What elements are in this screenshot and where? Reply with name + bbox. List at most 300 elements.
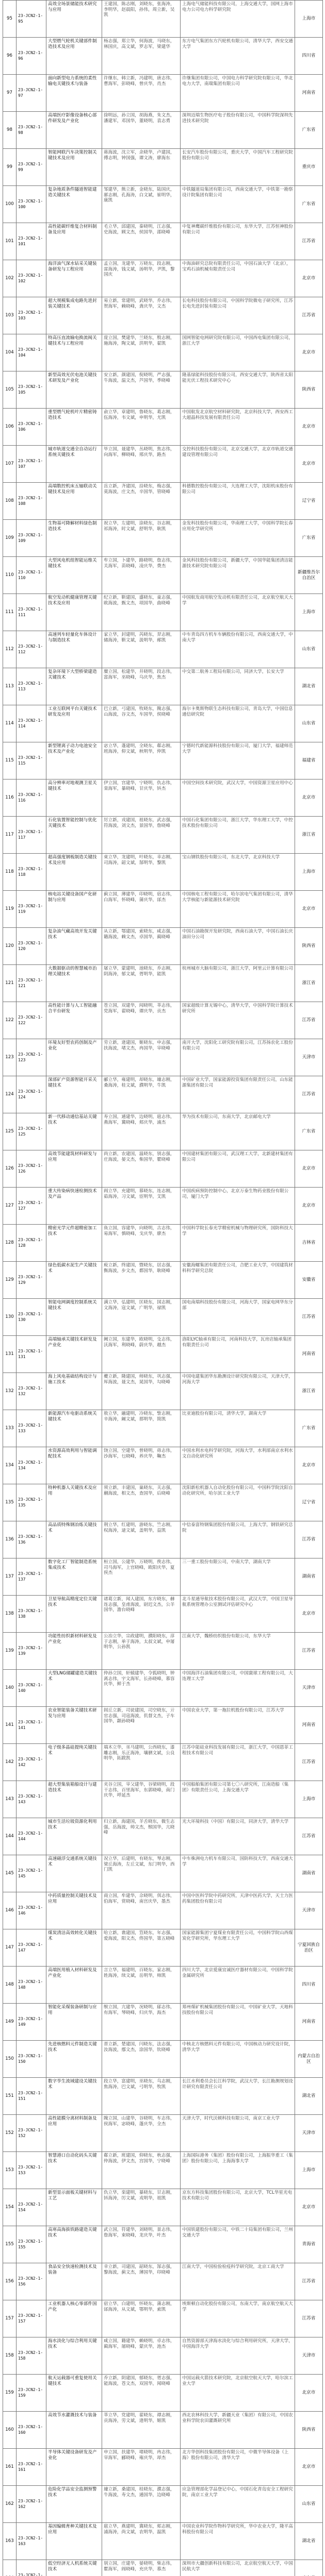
region-cell: 重庆市 (295, 149, 323, 186)
project-code-cell: 23-JCN2-1-114 (17, 705, 46, 742)
region-cell: 天津市 (295, 1670, 323, 1707)
contributors-cell: 桓立国，公建华，万晓明，俟志伟，司马海军，上官晓峰，欧阳庆华，夏侯杰 (102, 1558, 181, 1596)
table-row (3, 1262, 323, 1299)
project-code-cell: 23-JCN2-1-154 (17, 2189, 46, 2226)
project-title-cell: 海上风电基础结构设计与施工技术 (46, 1373, 102, 1410)
project-title-cell: 新能源汽车电驱动系统关键技术 (46, 1410, 102, 1447)
project-title-cell: 农业智能装备关键技术研发与应用 (46, 1707, 102, 1744)
contributors-cell: 乔立新，阴建国，郁晓东，胥志强，能海波，苍文杰，双国华，闻晓峰 (102, 2375, 181, 2412)
table-row (3, 2263, 323, 2300)
row-number-cell: 107 (3, 446, 17, 483)
organizations-cell: 中国空间技术研究院，武汉大学，中国资源卫星应用中心 (181, 779, 295, 817)
row-number-cell: 115 (3, 742, 17, 779)
organizations-cell: 三一重工股份有限公司，中南大学，湖南大学 (181, 1558, 295, 1596)
contributors-cell: 武立国，符建华，刘晓明，景志伟，詹海军，束晓峰，龙庆华，叶杰 (102, 2226, 181, 2263)
organizations-cell: 东方电气集团东方汽轮机有限公司，清华大学，西安交通大学 (181, 38, 295, 75)
row-number-cell: 110 (3, 557, 17, 594)
table-row (3, 1447, 323, 1484)
region-cell: 北京市 (295, 409, 323, 446)
project-code-cell: 23-JCN2-1-160 (17, 2412, 46, 2449)
table-row (3, 2300, 323, 2337)
project-title-cell: 特高压直流输电换流阀关键技术与工程应用 (46, 334, 102, 371)
project-code-cell: 23-JCN2-1-128 (17, 1225, 46, 1262)
organizations-cell: 江苏中能硅业科技发展有限公司，浙江大学，中国恩菲工程技术有限公司 (181, 1744, 295, 1781)
project-title-cell: 重大传染病快速检测技术及产品 (46, 1188, 102, 1225)
table-row (3, 260, 323, 297)
contributors-cell: 纪立新，靳建国，盛晓东，童志强，欧海波，甄文杰，项国华，曲晓峰 (102, 594, 181, 631)
project-title-cell: 大型LNG储罐建造关键技术 (46, 1670, 102, 1707)
organizations-cell: 埃斯顿自动化股份有限公司，东南大学，南京航空航天大学 (181, 2300, 295, 2337)
region-cell: 北京市 (295, 1150, 323, 1188)
contributors-cell: 许继东，韩立新，冯建明，唐志伟，曹海军，彭晓峰，曾庆华，肖杰 (102, 75, 181, 112)
project-code-cell: 23-JCN2-1-136 (17, 1521, 46, 1558)
contributors-cell: 莘立华，党建明，翟晓东，谭志刚，贡海涛，劳文斌，逄明华，姬凯 (102, 2412, 181, 2449)
contributors-cell: 蓟立国，薄建华，印晓明，宿志伟，白海军，怀晓峰，蒲庆华，邰杰 (102, 891, 181, 928)
region-cell: 安徽省 (295, 1262, 323, 1299)
contributors-cell: 岳立新，齐建国，沿晓东，梅志强，莫海波，庄文杰，辛国华，管晓峰 (102, 483, 181, 520)
table-row (3, 1002, 323, 1039)
project-code-cell: 23-JCN2-1-151 (17, 2078, 46, 2115)
project-code-cell: 23-JCN2-1-95 (17, 1, 46, 38)
table-row (3, 2189, 323, 2226)
row-number-cell: 99 (3, 149, 17, 186)
organizations-cell: 上海国际港务（集团）股份有限公司，上海振华重工（集团）股份有限公司，上海海事大学 (181, 2152, 295, 2189)
organizations-cell: 北方华创科技集团股份有限公司，中微半导体设备（上海）股份有限公司，清华大学 (181, 2449, 295, 2486)
organizations-cell: 中交第二航务工程局有限公司，同济大学，长安大学 (181, 668, 295, 705)
row-number-cell: 124 (3, 1076, 17, 1113)
region-cell: 天津市 (295, 1039, 323, 1076)
table-row (3, 1299, 323, 1336)
row-number-cell: 128 (3, 1225, 17, 1262)
project-title-cell: 高速磁浮交通系统关键技术 (46, 1855, 102, 1892)
row-number-cell: 111 (3, 594, 17, 631)
row-number-cell: 97 (3, 75, 17, 112)
organizations-cell: 中复神鹰碳纤维股份有限公司，东华大学，江苏恒神股份有限公司 (181, 223, 295, 260)
row-number-cell: 114 (3, 705, 17, 742)
project-title-cell: 复杂油气藏高效开发关键技术 (46, 928, 102, 965)
region-cell: 河南省 (295, 75, 323, 112)
project-title-cell: 新型显示面板关键材料与工艺 (46, 2189, 102, 2226)
row-number-cell: 106 (3, 409, 17, 446)
organizations-cell: 京东方科技集团股份有限公司，北京大学，TCL华星光电技术有限公司 (181, 2189, 295, 2226)
contributors-cell: 牟立国，卜建华，路晓明，詹志伟，关海军，苗晓峰，凌庆华，费杰 (102, 557, 181, 594)
region-cell: 山东省 (295, 705, 323, 742)
project-title-cell: 复杂环境下大型桥梁建造关键技术 (46, 668, 102, 705)
project-title-cell: 高效节水灌溉技术与装备 (46, 2412, 102, 2449)
contributors-cell: 幸立新，司建国，韶晓东，郜志强，黎海波，蓟文杰，薄国华，印晓峰 (102, 2263, 181, 2300)
project-code-cell: 23-JCN2-1-96 (17, 38, 46, 75)
contributors-cell: 庞立国，樊建华，兰晓东，殷志刚，施海涛，陶文斌，洪明华，翟凯 (102, 334, 181, 371)
contributors-cell: 王建国，陈志刚，刘晓东，张海涛，李明华，赵晨阳，孙伟，周立新，吴凯 (102, 1, 181, 38)
organizations-cell: 四川大学，北京爱康宜诚医疗器材有限公司，中国科学院金属研究所 (181, 1967, 295, 2004)
project-code-cell: 23-JCN2-1-110 (17, 557, 46, 594)
project-title-cell: 电子级多晶硅提纯关键技术 (46, 1744, 102, 1781)
organizations-cell: 郑州煤矿机械集团股份有限公司，中国矿业大学，天地科技股份有限公司 (181, 2004, 295, 2041)
contributors-cell: 易立新，常建明，武晓华，乔志伟，贺海军，赖晓峰，龚庆华，文杰 (102, 297, 181, 334)
project-code-cell: 23-JCN2-1-121 (17, 965, 46, 1002)
contributors-cell: 孟立国，龙建华，万晓东，段志刚，雷海涛，钱文斌，汤明华，尹凯，黎国庆 (102, 260, 181, 297)
region-cell: 北京市 (295, 779, 323, 817)
region-cell: 天津市 (295, 2337, 323, 2375)
contributors-cell: 厉立新，戎建国，祖晓东，武志强，符海波，刘文杰，景国华，詹晓峰 (102, 817, 181, 854)
project-code-cell: 23-JCN2-1-99 (17, 149, 46, 186)
organizations-cell: 中国运载火箭技术研究院，北京航空航天大学，哈尔滨工业大学 (181, 2375, 295, 2412)
table-row (3, 1744, 323, 1781)
project-code-cell: 23-JCN2-1-109 (17, 520, 46, 557)
contributors-cell: 鱼立国，容建华，向晓明，古志伟，易海军，慎晓峰，戈庆华，廖杰 (102, 1225, 181, 1262)
table-row (3, 1892, 323, 1929)
organizations-cell: 杭州城市大脑有限公司，浙江大学，阿里云计算有限公司 (181, 965, 295, 1002)
region-cell: 浙江省 (295, 1373, 323, 1410)
project-code-cell: 23-JCN2-1-105 (17, 371, 46, 409)
table-row (3, 334, 323, 371)
table-row (3, 742, 323, 779)
contributors-cell: 言立华，福建明，百晓东，家志刚，姓海涛，续文斌，岳明华，帅凯 (102, 1967, 181, 2004)
organizations-cell: 中车株洲电力机车有限公司，国防科技大学，西南交通大学 (181, 1855, 295, 1892)
organizations-cell: 长电科技股份有限公司，中国科学院微电子研究所，江苏长电先进封装有限公司 (181, 297, 295, 334)
contributors-cell: 夹谷立国，宰父建华，谷梁晓明，段干志伟，百里海军，东郭晓峰，南门庆华，呼延杰 (102, 1781, 181, 1818)
project-code-cell: 23-JCN2-1-141 (17, 1707, 46, 1744)
project-code-cell: 23-JCN2-1-100 (17, 186, 46, 223)
contributors-cell: 况立华，后建明，有晓东，琴志刚，梁丘海涛，左丘文斌，东门明华，西门凯 (102, 1855, 181, 1892)
row-number-cell: 105 (3, 371, 17, 409)
project-code-cell: 23-JCN2-1- (17, 2560, 46, 2576)
region-cell: 山东省 (295, 631, 323, 668)
row-number-cell: 148 (3, 1967, 17, 2004)
organizations-cell: 隆基绿能科技股份有限公司，西安交通大学，陕西省太阳能光伏工程技术研究中心 (181, 371, 295, 409)
table-row (3, 446, 323, 483)
row-number-cell: 126 (3, 1150, 17, 1188)
region-cell (295, 2560, 323, 2576)
contributors-cell: 阎立华，充建明，慕晓东，连志刚，茹海涛，习文斌，宦明华，艾凯 (102, 1188, 181, 1225)
project-code-cell: 23-JCN2-1-104 (17, 334, 46, 371)
contributors-cell: 毕立国，聂建华，丛晓明，焦志伟，向海军，柳晓峰，邢庆华，路杰 (102, 446, 181, 483)
row-number-cell: 120 (3, 928, 17, 965)
project-code-cell: 23-JCN2-1-111 (17, 594, 46, 631)
region-cell: 浙江省 (295, 965, 323, 1002)
row-number-cell: 101 (3, 223, 17, 260)
table-row (3, 1818, 323, 1855)
contributors-cell: 俞立华，章建明，鲁晓东，葛志刚，伍海涛，韦文斌，申明华，尤凯 (102, 409, 181, 446)
organizations-cell: 长江水利委员会长江科学院，武汉大学，长江勘测规划设计研究有限责任公司 (181, 2078, 295, 2115)
contributors-cell: 巴立新，弓建国，牧晓东，隗志强，山海波，谷文杰，车国华，侯晓峰 (102, 705, 181, 742)
region-cell: 浙江省 (295, 817, 323, 854)
project-title-cell: 高寒高海拔铁路建造关键技术 (46, 2226, 102, 2263)
organizations-cell: 中国农业科学院作物科学研究所，华中农业大学，隆平高科股份有限公司 (181, 2523, 295, 2560)
table-row (3, 631, 323, 668)
project-code-cell: 23-JCN2-1-116 (17, 779, 46, 817)
organizations-cell: 海尔卡奥斯物联生态科技有限公司，青岛大学，中国信息通信研究院 (181, 705, 295, 742)
region-cell: 吉林省 (295, 1225, 323, 1262)
project-title-cell: 工业互联网平台关键技术研发及应用 (46, 705, 102, 742)
row-number-cell: 149 (3, 2004, 17, 2041)
organizations-cell: 中国建材集团有限公司，武汉理工大学，北新建材集团有限公司 (181, 1150, 295, 1188)
region-cell: 陕西省 (295, 2412, 323, 2449)
project-code-cell: 23-JCN2-1-125 (17, 1113, 46, 1150)
organizations-cell: 华为技术有限公司，东南大学，北京邮电大学 (181, 1113, 295, 1150)
project-title-cell: 智慧港口自动化码头关键技术 (46, 2152, 102, 2189)
region-cell: 陕西省 (295, 371, 323, 409)
row-number-cell: 159 (3, 2375, 17, 2412)
project-code-cell: 23-JCN2-1-115 (17, 742, 46, 779)
contributors-cell: 祝立华，左建明，涂晓东，谷志刚，祁海涛，时文斌，舒明华，耿凯 (102, 520, 181, 557)
table-row (3, 1558, 323, 1596)
organizations-cell: 许继集团有限公司，中国电力科学研究院有限公司，华北电力大学，南瑞集团有限公司 (181, 75, 295, 112)
project-code-cell: 23-JCN2-1-123 (17, 1039, 46, 1076)
contributors-cell: 缑立国，亢建华，况晓明，郈志伟，有海军，琴晓峰，归庆华，海杰 (102, 2004, 181, 2041)
project-title-cell: 超高强度钢板制造关键技术及应用 (46, 854, 102, 891)
project-code-cell: 23-JCN2-1-108 (17, 483, 46, 520)
row-number-cell: 139 (3, 1633, 17, 1670)
table-row (3, 297, 323, 334)
row-number-cell: 123 (3, 1039, 17, 1076)
contributors-cell: 从立新，鄂建国，索晓东，咸志强，籍海波，赖文杰，卓国华，蔺晓峰 (102, 928, 181, 965)
table-row (3, 483, 323, 520)
region-cell: 广东省 (295, 112, 323, 149)
contributors-cell: 仇立华，栾建明，暴晓东，甘志刚，钭海涛，厉文斌，戎明华，祖凯 (102, 2189, 181, 2226)
project-code-cell: 23-JCN2-1-157 (17, 2300, 46, 2337)
project-title-cell: 航天运载器可重复使用关键技术 (46, 2375, 102, 2412)
table-row (3, 1373, 323, 1410)
table-row (3, 891, 323, 928)
project-title-cell: 面向新型电力系统的柔性输电关键技术与装备 (46, 75, 102, 112)
table-row (3, 1855, 323, 1892)
table-row (3, 2041, 323, 2078)
row-number-cell: 131 (3, 1336, 17, 1373)
organizations-cell: 中国农业大学，第一拖拉机股份有限公司，江苏大学 (181, 1707, 295, 1744)
row-number-cell (3, 2560, 17, 2576)
region-cell: 广东省 (295, 186, 323, 223)
organizations-cell: 中国矿业大学，国家能源投资集团有限责任公司，山东能源集团有限公司 (181, 1076, 295, 1113)
project-title-cell: 重型燃气轮机叶片精密铸造技术 (46, 409, 102, 446)
row-number-cell: 135 (3, 1484, 17, 1521)
organizations-cell: 中国石化集团有限公司，浙江大学，华东理工大学，中控技术股份有限公司 (181, 817, 295, 854)
project-code-cell: 23-JCN2-1-113 (17, 668, 46, 705)
table-row (3, 2412, 323, 2449)
project-code-cell: 23-JCN2-1-132 (17, 1373, 46, 1410)
organizations-cell: 上海电气储能科技有限公司，上海交通大学，国网上海市电力公司电力科学研究院 (181, 1, 295, 38)
region-cell: 青海省 (295, 2226, 323, 2263)
table-row (3, 1596, 323, 1633)
project-title-cell: 深部矿产资源智能开采关键技术 (46, 1076, 102, 1113)
region-cell: 江苏省 (295, 1633, 323, 1670)
project-title-cell: 环境友好型农药创制及产业化 (46, 1039, 102, 1076)
region-cell: 北京市 (295, 1596, 323, 1633)
contributors-cell: 郦立华，雍建明，却晓东，璩志刚，桑海涛，桂文斌，濮明华，牛凯 (102, 1076, 181, 1113)
row-number-cell: 104 (3, 334, 17, 371)
project-title-cell: 核电站关键设备国产化研制与应用 (46, 891, 102, 928)
project-code-cell: 23-JCN2-1-137 (17, 1558, 46, 1596)
organizations-cell: 国电南瑞科技股份有限公司，河海大学，国家电网华东分部 (181, 1299, 295, 1336)
project-code-cell: 23-JCN2-1-144 (17, 1818, 46, 1855)
organizations-cell: 中国航发商用航空发动机有限责任公司，北京航空航天大学 (181, 594, 295, 631)
contributors-cell: 庾立新，终建国，暨晓东，居志强，衡海波，步文杰，都国华，耿晓峰 (102, 1262, 181, 1299)
contributors-cell: 别立国，庄建华，晏晓明，柴志伟，瞿海军，阎晓峰，充庆华，慕杰 (102, 2560, 181, 2576)
region-cell: 新疆维吾尔自治区 (295, 557, 323, 594)
organizations-cell: 中国核电工程有限公司，哈尔滨电气集团有限公司，清华大学核能与新能源技术研究院 (181, 891, 295, 928)
contributors-cell: 咸立国，籍建华，赖晓明，卓志伟，蔺海军，屠晓峰，蒙庆华，池杰 (102, 2337, 181, 2375)
table-row (3, 149, 323, 186)
table-row (3, 854, 323, 891)
table-row (3, 371, 323, 409)
region-cell: 广东省 (295, 520, 323, 557)
row-number-cell: 146 (3, 1892, 17, 1929)
organizations-cell: 应急管理部化学品登记中心，中国石化青岛安全工程研究院，南京工业大学 (181, 2486, 295, 2523)
project-code-cell: 23-JCN2-1-159 (17, 2375, 46, 2412)
table-row (3, 2375, 323, 2412)
table-row (3, 1633, 323, 1670)
table-row (3, 779, 323, 817)
contributors-cell: 尚立新，农建国，温晓东，别志强，庄海波，晏文杰，柴国华，瞿晓峰 (102, 1150, 181, 1188)
organizations-cell: 西北农林科技大学，新疆天业（集团）有限公司，中国农业科学院农田灌溉研究所 (181, 2412, 295, 2449)
project-title-cell: 新型锂离子动力电池安全技术及产业化 (46, 742, 102, 779)
row-number-cell: 102 (3, 260, 17, 297)
row-number-cell: 98 (3, 112, 17, 149)
contributors-cell: 仲孙立国，轩辕建华，令狐晓明，钟离志伟，宇文海军，长孙晓峰，慕容庆华，鲜于杰 (102, 1670, 181, 1707)
row-number-cell: 122 (3, 1002, 17, 1039)
region-cell: 河南省 (295, 1336, 323, 1373)
project-code-cell: 23-JCN2-1-129 (17, 1262, 46, 1299)
project-title-cell: 精密光学元件超精密加工技术 (46, 1225, 102, 1262)
project-code-cell: 23-JCN2-1-98 (17, 112, 46, 149)
table-row (3, 2523, 323, 2560)
project-code-cell: 23-JCN2-1-124 (17, 1076, 46, 1113)
contributors-cell: 毛立华，邱建国，秦晓明，江志强，史海波，顾文杰，侯国华，邵晓峰 (102, 223, 181, 260)
project-code-cell: 23-JCN2-1-142 (17, 1744, 46, 1781)
project-code-cell: 23-JCN2-1-161 (17, 2449, 46, 2486)
region-cell: 江苏省 (295, 223, 323, 260)
region-cell: 江苏省 (295, 1002, 323, 1039)
organizations-cell: 沈阳新松机器人自动化股份有限公司，中国科学院沈阳自动化研究所，哈尔滨工业大学 (181, 1484, 295, 1521)
table-row (3, 594, 323, 631)
organizations-cell: 长安汽车股份有限公司，重庆大学，中国汽车工程研究院股份有限公司 (181, 149, 295, 186)
project-title-cell: 工业机器人核心零部件国产化 (46, 2300, 102, 2337)
row-number-cell: 142 (3, 1744, 17, 1781)
project-title-cell: 高性能碳纤维复合材料制备及应用 (46, 223, 102, 260)
contributors-cell: 安立新，颜建国，倪晓明，严志强，牛海波，温文杰，芦国华，季晓峰 (102, 371, 181, 409)
table-row (3, 1113, 323, 1150)
project-title-cell: 低空经济无人机系统关键技术 (46, 2560, 102, 2576)
project-title-cell: 煤炭清洁高效转化关键技术 (46, 1929, 102, 1967)
row-number-cell: 153 (3, 2152, 17, 2189)
contributors-cell: 端木立华，巫马建明，公西晓东，漆雕志刚，乐正海涛，壤驷文斌，公良明华，拓跋凯 (102, 1744, 181, 1781)
row-number-cell: 109 (3, 520, 17, 557)
project-title-cell: 智能化采煤装备研制与应用 (46, 2004, 102, 2041)
row-number-cell: 155 (3, 2226, 17, 2263)
row-number-cell: 119 (3, 891, 17, 928)
contributors-cell: 宿立华，白建明，怀晓东，蒲志刚，邰海涛，从文斌，鄂明华，索凯 (102, 2300, 181, 2337)
row-number-cell: 108 (3, 483, 17, 520)
project-title-cell: 高端轴承关键技术研发及产业化 (46, 1336, 102, 1373)
project-code-cell: 23-JCN2-1-146 (17, 1892, 46, 1929)
project-code-cell: 23-JCN2-1-130 (17, 1299, 46, 1336)
contributors-cell: 郗立新，班建国，仰晓东，秋志强，仲海波，伊文杰，宫国华，宁晓峰 (102, 2152, 181, 2189)
contributors-cell: 糜立国，松建华，井晓明，段志伟，富海军，巫晓峰，乌庆华，焦杰 (102, 668, 181, 705)
organizations-cell: 宁德时代新能源科技股份有限公司，厦门大学，福建师范大学 (181, 742, 295, 779)
project-title-cell: 特种机器人关键技术及应用 (46, 1484, 102, 1521)
organizations-cell: 安徽海螺集团有限责任公司，合肥工业大学，中国建筑材料科学研究总院 (181, 1262, 295, 1299)
organizations-cell: 中国铁建股份有限公司，中铁二十局集团有限公司，兰州交通大学 (181, 2226, 295, 2263)
region-cell: 河南省 (295, 1707, 323, 1744)
project-title-cell: 高分辨率对地观测卫星关键技术 (46, 779, 102, 817)
region-cell: 江苏省 (295, 297, 323, 334)
organizations-cell: 中信泰富特钢集团股份有限公司，上海大学，钢铁研究总院 (181, 1521, 295, 1558)
region-cell: 江苏省 (295, 1744, 323, 1781)
table-row (3, 2152, 323, 2189)
contributors-cell: 阙立国，东建华，欧晓明，殳志伟，沃海军，利晓峰，蔚庆华，越杰 (102, 1336, 181, 1373)
region-cell: 江苏省 (295, 2300, 323, 2337)
region-cell: 上海市 (295, 854, 323, 891)
region-cell: 广东省 (295, 1113, 323, 1150)
organizations-cell: 中国水利水电科学研究院，河海大学，水利部南京水利水文自动化研究所 (181, 1447, 295, 1484)
organizations-cell: 中国科学院长春光学精密机械与物理研究所，国防科技大学 (181, 1225, 295, 1262)
row-number-cell: 117 (3, 817, 17, 854)
table-row (3, 186, 323, 223)
table-row (3, 1521, 323, 1558)
project-code-cell: 23-JCN2-1-162 (17, 2486, 46, 2523)
project-code-cell: 23-JCN2-1-97 (17, 75, 46, 112)
row-number-cell: 145 (3, 1855, 17, 1892)
contributors-cell: 晋立新，楚建国，闫晓东，法志强，汝海波，鄢文杰，涂国华，钦晓峰 (102, 2041, 181, 2078)
project-code-cell: 23-JCN2-1-158 (17, 2337, 46, 2375)
contributors-cell: 公冶立华，宗政建明，濮阳晓东，淳于志刚，单于海涛，太叔文斌，申屠明华，公孙凯 (102, 1633, 181, 1670)
region-cell: 上海市 (295, 2152, 323, 2189)
organizations-cell: 中国电建集团华东勘测设计研究院有限公司，天津大学，河海大学 (181, 1373, 295, 1410)
project-code-cell: 23-JCN2-1-155 (17, 2226, 46, 2263)
row-number-cell: 96 (3, 38, 17, 75)
table-row (3, 2449, 323, 2486)
row-number-cell: 152 (3, 2115, 17, 2152)
organizations-cell: 中海油研究总院有限责任公司，中国石油大学（北京），宝鸡石油机械有限责任公司 (181, 260, 295, 297)
table-row (3, 1707, 323, 1744)
table-row (3, 1150, 323, 1188)
table-row (3, 1410, 323, 1447)
organizations-cell: 中国疾病预防控制中心，北京万泰生物药业股份有限公司，厦门大学 (181, 1188, 295, 1225)
region-cell: 湖南省 (295, 1855, 323, 1892)
project-title-cell: 城市轨道交通全自动运行系统关键技术 (46, 446, 102, 483)
project-code-cell: 23-JCN2-1-119 (17, 891, 46, 928)
project-title-cell: 绿色低碳水泥生产关键技术 (46, 1262, 102, 1299)
table-row (3, 965, 323, 1002)
project-title-cell: 高端数控机床五轴联动关键技术及应用 (46, 483, 102, 520)
project-code-cell: 23-JCN2-1-147 (17, 1929, 46, 1967)
table-row (3, 1, 323, 38)
row-number-cell: 103 (3, 297, 17, 334)
region-cell: 湖北省 (295, 2078, 323, 2115)
project-title-cell: 新一代移动通信基站关键技术 (46, 1113, 102, 1150)
region-cell: 上海市 (295, 1781, 323, 1818)
region-cell: 辽宁省 (295, 483, 323, 520)
row-number-cell: 138 (3, 1596, 17, 1633)
table-row (3, 1076, 323, 1113)
table-row (3, 2337, 323, 2375)
contributors-cell: 诸葛立新，闻人建国，东方晓东，赫连志强，皇甫海波，尉迟文杰，公羊国华，澹台晓峰 (102, 1596, 181, 1633)
region-cell: 陕西省 (295, 928, 323, 965)
contributors-cell: 商立国，牟建华，佘晓明，佴志伟，伯海军，赏晓峰，南宫庆华，墨杰 (102, 1892, 181, 1929)
row-number-cell: 160 (3, 2412, 17, 2449)
project-code-cell: 23-JCN2-1-138 (17, 1596, 46, 1633)
region-cell: 北京市 (295, 2189, 323, 2226)
project-code-cell: 23-JCN2-1-140 (17, 1670, 46, 1707)
project-code-cell: 23-JCN2-1-152 (17, 2115, 46, 2152)
row-number-cell: 129 (3, 1262, 17, 1299)
table-row (3, 409, 323, 446)
organizations-cell: 深圳迈瑞生物医疗电子股份有限公司，中国科学院深圳先进技术研究院 (181, 112, 295, 149)
project-title-cell: 新型高效光伏电池关键技术研发及产业化 (46, 371, 102, 409)
table-row (3, 1484, 323, 1521)
project-title-cell: 半导体关键设备研发及产业化 (46, 2449, 102, 2486)
organizations-cell: 自然资源部天津海水淡化与综合利用研究所，天津大学，中国海洋大学 (181, 2337, 295, 2375)
